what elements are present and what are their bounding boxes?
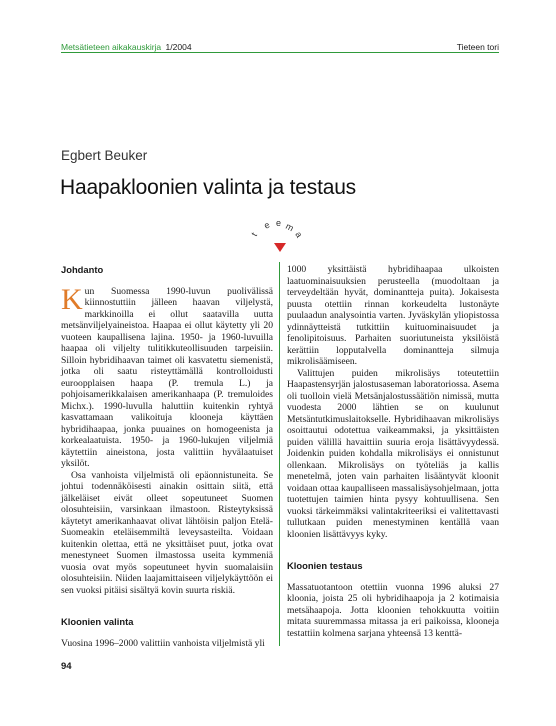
selection-paragraph-3: Valittujen puiden mikrolisäys toteutettiin Haapastensyrjän jalostusaseman laboratoriossa. Asema oli tuolloin vielä Metsänjalostussäätiön nimissä, mutta vuodesta 2000 lähtien se on kuulunut Metsäntutkimuslaitokselle. Hybridihaavan mikrolisäys osoittautui odotettua vaikeammaksi, ja yksittäisten puiden välillä havaittiin suuria eroja lisättävyydessä. Joidenkin puiden kohdalla mikrolisäys ei onnistunut ollenkaan. Mikrolisäys on työteliäs ja kallis menetelmä, joten vain parhaiten lisääntyvät kloonit voidaan ottaa kaupalliseen massalisäysohjelmaan, jotta tuotettujen taimien hinta pysyy kohtuullisena. Sen vuoksi tärkeimmäksi valintakriteeriksi ei valitettavasti tullutkaan puiden menestyminen kentällä vaan kloonien lisättävyys kyky.	[287, 367, 499, 540]
teema-letter: a	[293, 229, 305, 240]
teema-letter: e	[262, 219, 272, 231]
right-column	[287, 264, 499, 639]
teema-letter: t	[249, 230, 260, 239]
intro-paragraph-1	[61, 282, 273, 470]
section-name: Tieteen tori	[456, 42, 499, 52]
teema-arc-icon	[248, 218, 308, 258]
journal-name: Metsätieteen aikakauskirja	[61, 42, 162, 52]
section-heading-selection: Kloonien valinta	[61, 616, 134, 627]
author-name: Egbert Beuker	[61, 148, 148, 163]
header-rule	[61, 52, 499, 53]
drop-cap: K	[61, 282, 83, 316]
selection-paragraph-1: Vuosina 1996–2000 valittiin vanhoista viljelmistä yli	[61, 637, 265, 649]
column-divider	[279, 262, 280, 646]
intro-paragraph-2: Osa vanhoista viljelmistä oli epäonnistuneita. Se johtui todennäköisesti ainakin osittain siitä, että jälkeläiset eivät olleet sopeutuneet Suomen olosuhteisiin, varsinkaan ilmastoon. Risteytyksissä käytetyt amerikanhaavat olivat lähtöisin paljon Etelä-Suomeakin eteläisemmiltä leveysasteilta. Voidaan kuitenkin olettaa, että ne yksittäiset puut, jotka ovat menestyneet Suomen ilmastossa useita kymmeniä vuosia ovat myös sopeutuneet hyvin suomalaisiin olosuhteisiin. Niiden laajamittaiseen viljelykäyttöön ei sen vuoksi pitäisi sisältyä kovin suurta riskiä.	[61, 469, 273, 596]
selection-paragraph-2: 1000 yksittäistä hybridihaapaa ulkoisten laatuominaisuuksien perusteella (muodoltaan ja terveydeltään hyvät, dominantteja puita). Jokaisesta puusta otettiin rinnan korkeudelta lustonäyte puulaadun analysointia varten. Jyväskylän yliopistossa ydinnäytteistä tutkittiin kuituominaisuudet ja fenolipitoisuus. Parhaiten suoriutuneista yksilöistä kerättiin lopputalvella dominantteja silmuja mikrolisäämiseen.	[287, 264, 499, 367]
section-heading-testing: Kloonien testaus	[287, 560, 363, 571]
intro-paragraph-1-text: un Suomessa 1990-luvun puolivälissä kiinnostuttiin jälleen haavan viljelystä, markkinoilla ei ollut saatavilla uutta metsänviljelyaineistoa. Haapaa ei ollut käytetty yli 20 vuoteen kaupallisena lajina. 1950- ja 1960-luvuilla haapaa oli viljelty tulitikkuteollisuuden tarpeisiin. Silloin hybridihaavan taimet oli kasvatettu siemenistä, jotka oli saatu risteyttämällä kontrolloidusti euroopplaisen haapa (P. tremula L.) ja pohjoisamerikkalaisen amerikanhaapa (P. tremuloides Michx.). 1990-luvulla haluttiin kuitenkin ryhtyä kasvattamaan valikoituja klooneja käyttäen hybridihaapaa, jonka puuaines on homogeenista ja korkealaatuista. 1950- ja 1960-lukujen viljelmiä käytettiin aineistona, josta valittiin hyvälaatuiset yksilöt.	[61, 285, 273, 469]
journal-reference	[61, 42, 192, 52]
teema-letter: e	[276, 218, 282, 228]
teema-badge	[248, 218, 308, 258]
testing-paragraph-1: Massatuotantoon otettiin vuonna 1996 aluksi 27 kloonia, joista 25 oli hybridihaapoja ja 2 kotimaisia metsähaapoja. Jotta kloonien tehokkuutta voitiin mitata suuremmassa mitassa ja eri paikoissa, klooneja testattiin kolmena sarjana yhteensä 13 kenttä-	[287, 581, 499, 639]
teema-letter: m	[284, 220, 296, 234]
running-header	[61, 36, 499, 52]
left-column	[61, 264, 273, 649]
section-heading-intro: Johdanto	[61, 264, 104, 275]
page-number: 94	[61, 661, 72, 672]
journal-issue: 1/2004	[165, 42, 192, 52]
red-triangle-icon	[274, 243, 286, 252]
article-title: Haapakloonien valinta ja testaus	[60, 176, 356, 199]
